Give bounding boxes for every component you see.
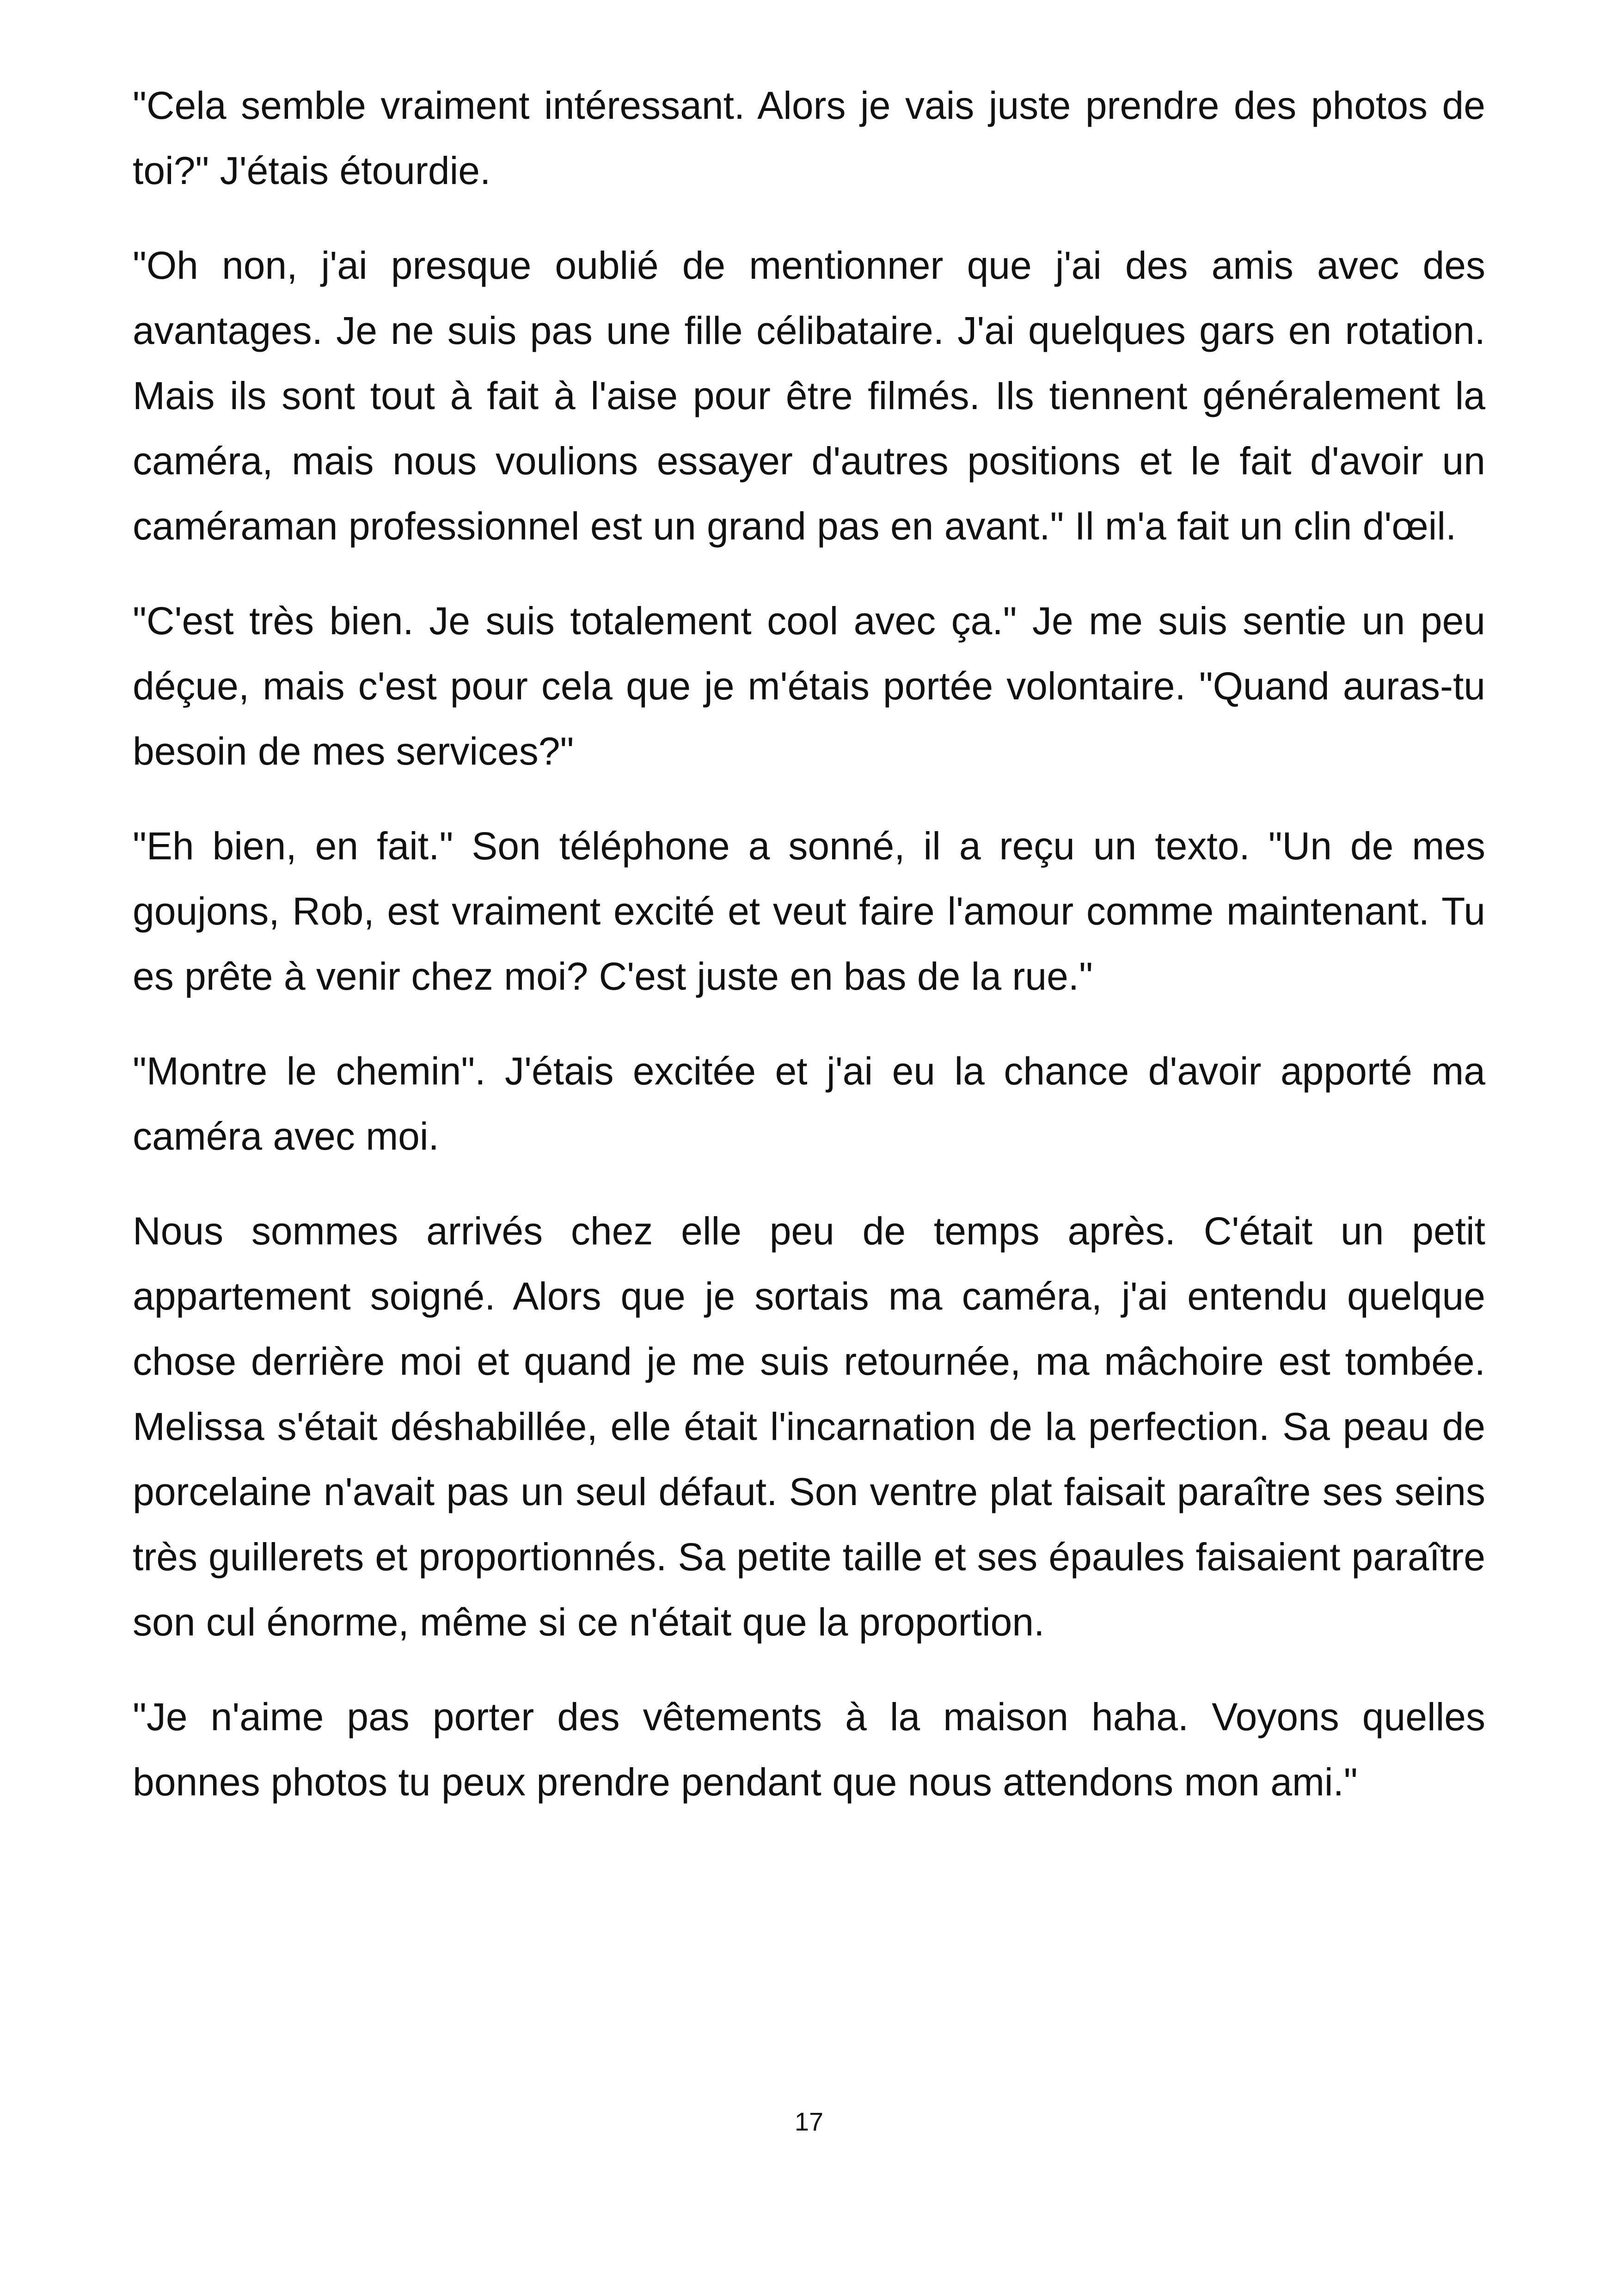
paragraph: "Oh non, j'ai presque oublié de mentionner que j'ai des amis avec des avantages. Je ne suis pas une fille célibataire. J'ai quelques gars en rotation. Mais ils sont tout à fait à l'aise pour être filmés. Ils tiennent généralement la caméra, mais nous voulions essayer d'autres positions et le fait d'avoir un caméraman professionnel est un grand pas en avant." Il m'a fait un clin d'œil.	[133, 244, 1485, 548]
paragraph: "Montre le chemin". J'étais excitée et j'ai eu la chance d'avoir apporté ma caméra avec moi.	[133, 1049, 1485, 1158]
paragraph: Nous sommes arrivés chez elle peu de temps après. C'était un petit appartement soigné. Alors que je sortais ma caméra, j'ai entendu quelque chose derrière moi et quand je me suis retournée, ma mâchoire est tombée. Melissa s'était déshabillée, elle était l'incarnation de la perfection. Sa peau de porcelaine n'avait pas un seul défaut. Son ventre plat faisait paraître ses seins très guillerets et proportionnés. Sa petite taille et ses épaules faisaient paraître son cul énorme, même si ce n'était que la proportion.	[133, 1209, 1485, 1644]
paragraph: "C'est très bien. Je suis totalement cool avec ça." Je me suis sentie un peu déçue, mais c'est pour cela que je m'étais portée volontaire. "Quand auras-tu besoin de mes services?"	[133, 599, 1485, 773]
page-number: 17	[794, 2107, 824, 2136]
paragraph: "Je n'aime pas porter des vêtements à la maison haha. Voyons quelles bonnes photos tu peux prendre pendant que nous attendons mon ami."	[133, 1695, 1485, 1804]
paragraph: "Eh bien, en fait." Son téléphone a sonné, il a reçu un texto. "Un de mes goujons, Rob, est vraiment excité et veut faire l'amour comme maintenant. Tu es prête à venir chez moi? C'est juste en bas de la rue."	[133, 824, 1485, 998]
page-body	[133, 73, 1485, 1815]
paragraph: "Cela semble vraiment intéressant. Alors je vais juste prendre des photos de toi?" J'étais étourdie.	[133, 84, 1485, 192]
